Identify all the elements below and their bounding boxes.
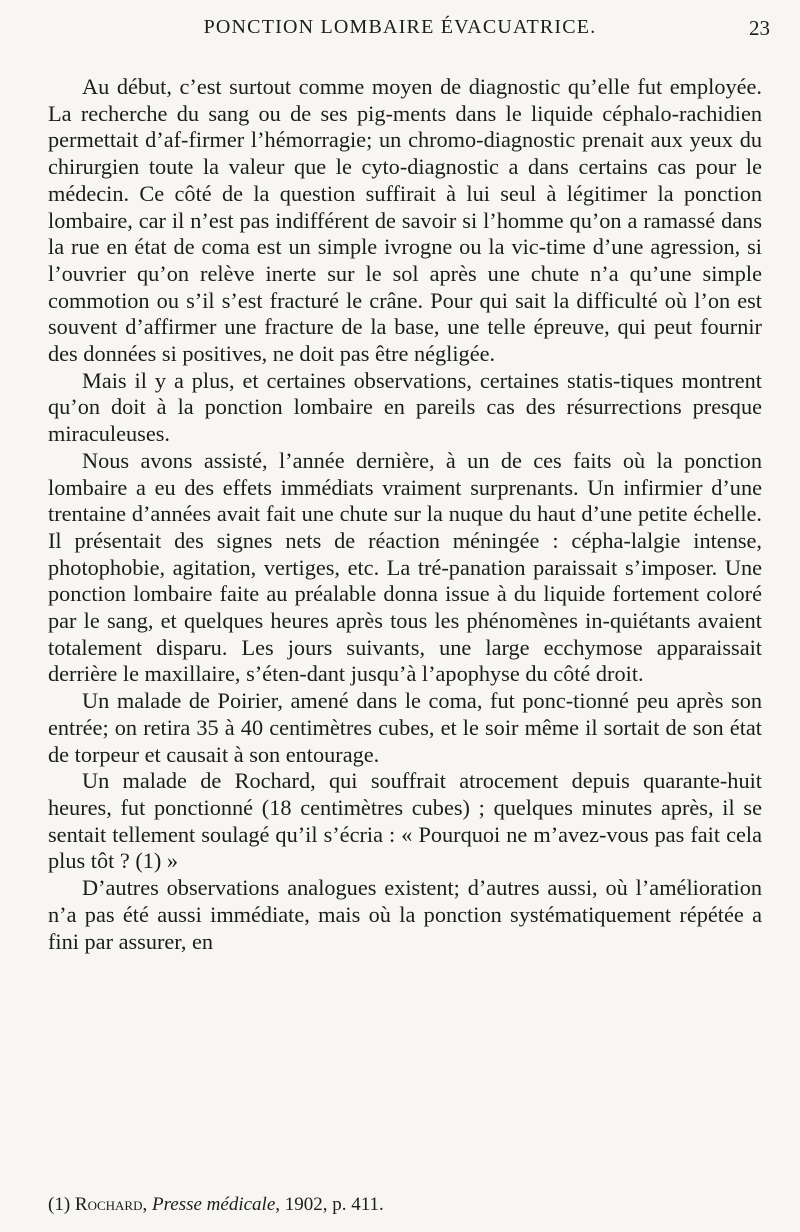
footnote-reference: 1902, p. 411. [284,1194,384,1215]
paragraph: Mais il y a plus, et certaines observations, certaines statis-tiques montrent qu’on doit à la ponction lombaire en pareils cas des résurrections presque miraculeuses. [48,367,762,447]
footnote [48,1194,762,1216]
paragraph: D’autres observations analogues existent; d’autres aussi, où l’amélioration n’a pas été aussi immédiate, mais où la ponction systématiquement répétée a fini par assurer, en [48,875,762,954]
footnote-author: Rochard, [74,1194,148,1215]
paragraph: Au début, c’est surtout comme moyen de diagnostic qu’elle fut employée. La recherche du sang ou de ses pig-ments dans le liquide céphalo-rachidien permettait d’af-firmer l’hémorragie; un chromo-diagnostic prenait aux yeux du chirurgien toute la valeur que le cyto-diagnostic a dans certains cas pour le médecin. Ce côté de la question suffirait à lui seul à légitimer la ponction lombaire, car il n’est pas indifférent de savoir si l’homme qu’on a ramassé dans la rue en état de coma est un simple ivrogne ou la vic-time d’une agression, si l’ouvrier qu’on relève inerte sur le sol après une chute n’a qu’une simple commotion ou s’il s’est fracturé le crâne. Pour qui sait la difficulté où l’on est souvent d’affirmer une fracture de la base, une telle épreuve, qui peut fournir des données si positives, ne doit pas être négligée. [48,74,762,367]
footnote-journal: Presse médicale, [151,1194,281,1215]
paragraph: Nous avons assisté, l’année dernière, à un de ces faits où la ponction lombaire a eu des effets immédiats vraiment surprenants. Un infirmier d’une trentaine d’années avait fait une chute sur la nuque du haut d’une petite échelle. Il présentait des signes nets de réaction méningée : cépha-lalgie intense, photophobie, agitation, vertiges, etc. La tré-panation paraissait s’imposer. Une ponction lombaire faite au préalable donna issue à du liquide fortement coloré par le sang, et quelques heures après tous les phénomènes in-quiétants avaient totalement disparu. Les jours suivants, une large ecchymose apparaissait derrière le maxillaire, s’éten-dant jusqu’à l’apophyse du côté droit. [48,447,762,687]
running-title: PONCTION LOMBAIRE ÉVACUATRICE. [203,16,597,38]
paragraph: Un malade de Rochard, qui souffrait atrocement depuis quarante-huit heures, fut ponctionné (18 centimètres cubes) ; quelques minutes après, il se sentait tellement soulagé qu’il s’écria : « Pourquoi ne m’avez-vous pas fait cela plus tôt ? (1) » [48,768,762,874]
page-header [0,12,800,42]
page-number: 23 [749,16,770,40]
body-text [48,74,762,955]
paragraph: Un malade de Poirier, amené dans le coma, fut ponc-tionné peu après son entrée; on retira 35 à 40 centimètres cubes, et le soir même il sortait de son état de torpeur et causait à son entourage. [48,688,762,767]
footnote-marker: (1) [48,1194,71,1215]
